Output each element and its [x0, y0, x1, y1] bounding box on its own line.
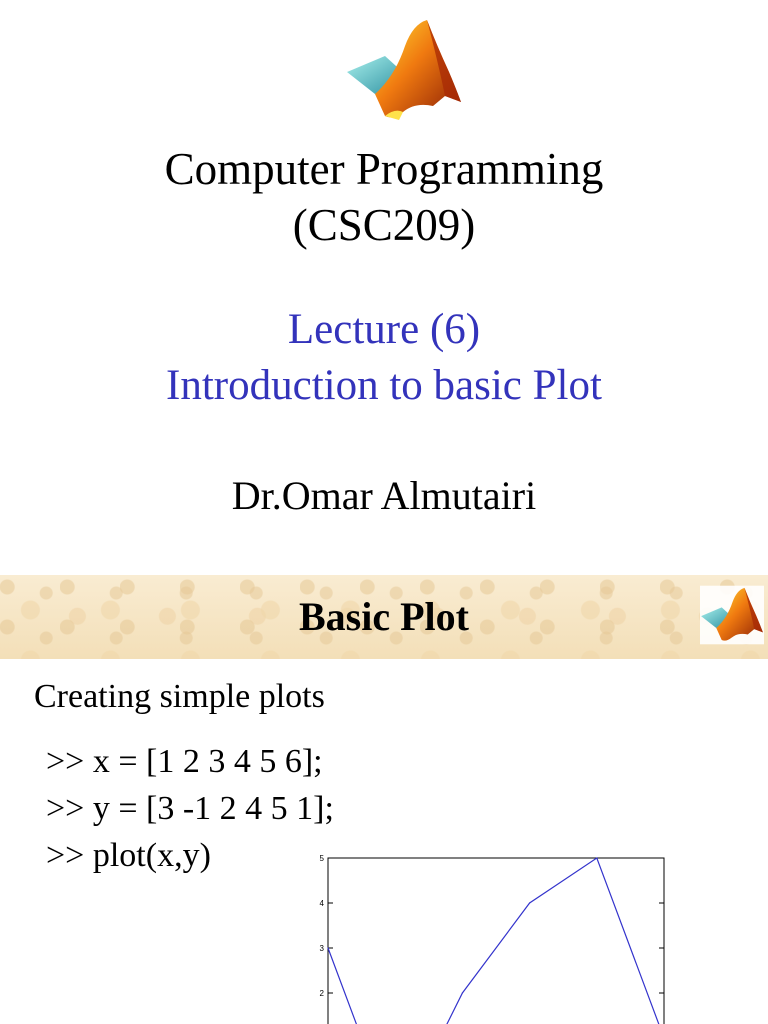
data-point — [596, 857, 597, 858]
lecture-topic: Introduction to basic Plot — [166, 362, 602, 409]
data-point — [529, 902, 530, 903]
data-point — [462, 992, 463, 993]
y-tick-label: 4 — [319, 899, 324, 908]
course-title: Computer Programming — [164, 144, 604, 194]
code-line-y: >> y = [3 -1 2 4 5 1]; — [46, 790, 334, 827]
code-line-x: >> x = [1 2 3 4 5 6]; — [46, 743, 323, 780]
matlab-logo-icon — [700, 585, 764, 645]
slide-header-band — [0, 575, 768, 659]
data-point — [327, 947, 328, 948]
axes-box — [328, 858, 664, 1024]
slide-title: Basic Plot — [299, 594, 469, 639]
author-name: Dr.Omar Almutairi — [231, 473, 537, 518]
line-plot — [310, 850, 680, 1024]
y-tick-label: 2 — [319, 989, 324, 998]
code-line-plot: >> plot(x,y) — [46, 837, 211, 874]
lecture-number: Lecture (6) — [287, 306, 481, 353]
basic-plot-slide — [0, 575, 768, 1024]
course-code: (CSC209) — [292, 200, 476, 250]
intro-text: Creating simple plots — [34, 678, 325, 715]
y-tick-label: 5 — [319, 854, 324, 863]
y-tick-label: 3 — [319, 944, 324, 953]
matlab-logo-icon — [345, 16, 463, 124]
